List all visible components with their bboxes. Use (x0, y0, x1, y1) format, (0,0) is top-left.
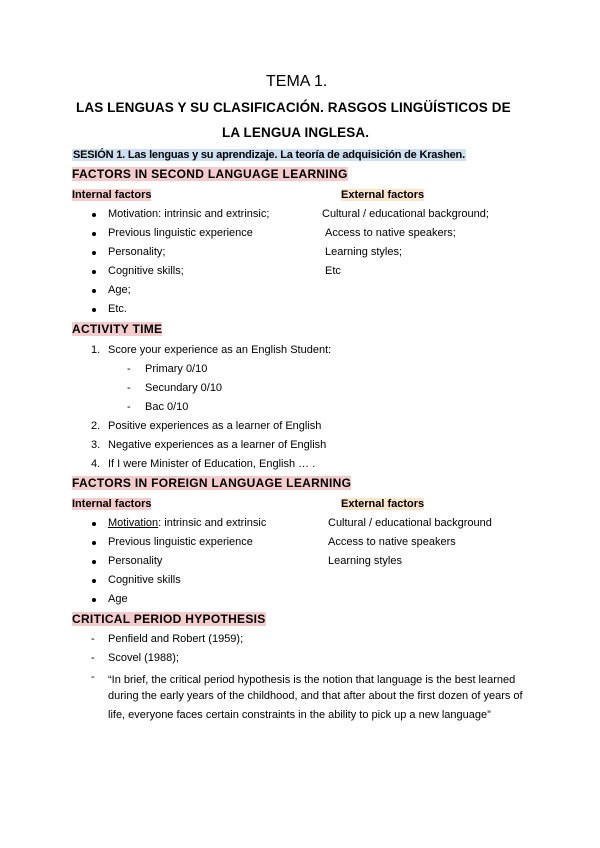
activity-num: 3. (91, 439, 101, 451)
section1-external-label: External factors (341, 189, 425, 201)
dash-icon: - (91, 633, 95, 645)
list-item: Learning styles (328, 555, 402, 567)
section2-external-label: External factors (341, 498, 425, 510)
dash-icon: - (127, 382, 131, 394)
quote-line: during the early years of the childhood, and that after about the first dozen of years of (108, 690, 523, 702)
bullet-icon (92, 232, 96, 236)
bullet-icon (92, 522, 96, 526)
list-item: Access to native speakers (328, 536, 456, 548)
activity-item: If I were Minister of Education, English … . (108, 458, 316, 470)
list-item: Cognitive skills; (108, 265, 184, 277)
activity-subitem: Bac 0/10 (145, 401, 189, 413)
bullet-icon (92, 251, 96, 255)
list-item: Etc. (108, 303, 127, 315)
bullet-icon (92, 560, 96, 564)
section2-internal-label: Internal factors (72, 498, 152, 510)
activity-item: Negative experiences as a learner of English (108, 439, 327, 451)
list-item: Motivation: intrinsic and extrinsic; (108, 208, 270, 220)
list-item: Cultural / educational background; (322, 208, 489, 220)
activity-num: 1. (91, 344, 101, 356)
list-item: Cultural / educational background (328, 517, 492, 529)
motivation-rest: : intrinsic and extrinsic (158, 517, 267, 529)
dash-icon: - (127, 363, 131, 375)
section1-heading: FACTORS IN SECOND LANGUAGE LEARNING (72, 167, 348, 181)
list-item: Personality; (108, 246, 166, 258)
section3-heading: CRITICAL PERIOD HYPOTHESIS (72, 612, 266, 626)
list-item: Previous linguistic experience (108, 227, 253, 239)
bullet-icon (92, 598, 96, 602)
activity-heading: ACTIVITY TIME (72, 322, 163, 336)
page-title: TEMA 1. (266, 73, 328, 90)
list-item: Learning styles; (325, 246, 403, 258)
bullet-icon (92, 270, 96, 274)
activity-subitem: Primary 0/10 (145, 363, 208, 375)
list-item: Previous linguistic experience (108, 536, 253, 548)
list-item: Personality (108, 555, 163, 567)
activity-subitem: Secundary 0/10 (145, 382, 223, 394)
list-item: Scovel (1988); (108, 652, 179, 664)
activity-item: Positive experiences as a learner of English (108, 420, 322, 432)
bullet-icon (92, 213, 96, 217)
section1-internal-label: Internal factors (72, 189, 152, 201)
list-item (108, 517, 266, 529)
bullet-icon (92, 308, 96, 312)
bullet-icon (92, 541, 96, 545)
activity-item: Score your experience as an English Student: (108, 344, 332, 356)
dash-icon: - (127, 401, 131, 413)
section2-heading: FACTORS IN FOREIGN LANGUAGE LEARNING (72, 476, 352, 490)
motivation-word: Motivation (108, 517, 159, 529)
list-item: Age (108, 593, 128, 605)
list-item: Cognitive skills (108, 574, 181, 586)
subtitle-line-2: LA LENGUA INGLESA. (222, 125, 370, 140)
list-item: Access to native speakers; (325, 227, 456, 239)
list-item: Age; (108, 284, 131, 296)
session-heading: SESIÓN 1. Las lenguas y su aprendizaje. La teoría de adquisición de Krashen. (73, 149, 465, 161)
bullet-icon (92, 289, 96, 293)
list-item: Etc (325, 265, 341, 277)
list-item: Penfield and Robert (1959); (108, 633, 244, 645)
activity-num: 4. (91, 458, 101, 470)
activity-num: 2. (91, 420, 101, 432)
dash-icon: - (91, 671, 95, 683)
bullet-icon (92, 579, 96, 583)
subtitle-line-1: LAS LENGUAS Y SU CLASIFICACIÓN. RASGOS LINGÜÍSTICOS DE (76, 100, 511, 115)
quote-line: “In brief, the critical period hypothesis is the notion that language is the best learned (108, 674, 516, 686)
quote-line: life, everyone faces certain constraints in the ability to pick up a new language” (108, 709, 491, 721)
dash-icon: - (91, 652, 95, 664)
